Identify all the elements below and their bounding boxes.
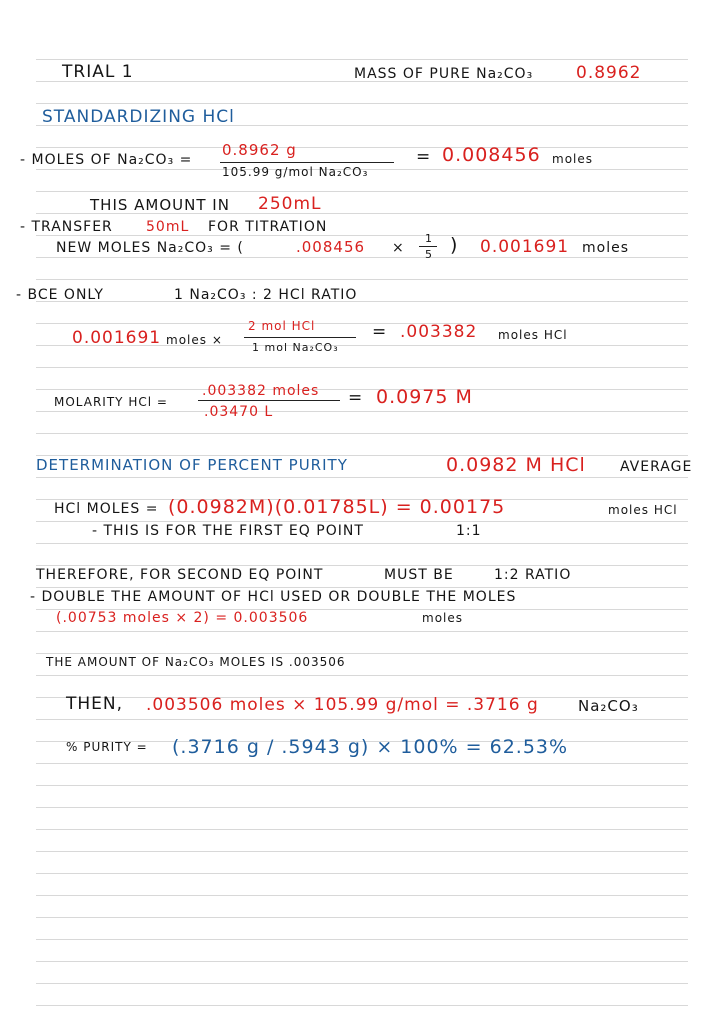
double-text: - DOUBLE THE AMOUNT OF HCl USED OR DOUBLE THE MOLES — [30, 589, 517, 605]
molarity-numerator: .003382 moles — [202, 383, 320, 399]
purity-heading: DETERMINATION OF PERCENT PURITY — [36, 456, 348, 474]
moles-fraction-bar — [220, 162, 394, 163]
conversion-result: .003382 — [400, 322, 478, 342]
moles-unit: moles — [552, 152, 593, 166]
standardizing-heading: STANDARDIZING HCl — [42, 107, 235, 127]
bce-ratio: 1 Na₂CO₃ : 2 HCl RATIO — [174, 287, 358, 303]
moles-numerator: 0.8962 g — [222, 141, 297, 159]
moles-equals: = — [416, 147, 432, 167]
average-value: 0.0982 M HCl — [446, 454, 586, 476]
new-moles-frac-num: 1 — [425, 232, 433, 245]
mass-label: MASS OF PURE Na₂CO₃ — [354, 66, 534, 82]
amount-na2co3: THE AMOUNT OF Na₂CO₃ MOLES IS .003506 — [46, 655, 346, 669]
hcl-moles-expression: (0.0982M)(0.01785L) = 0.00175 — [168, 496, 506, 518]
conversion-start-unit: moles × — [166, 333, 223, 347]
hcl-moles-label: HCl MOLES = — [54, 501, 159, 517]
moles-label: - MOLES OF Na₂CO₃ = — [20, 152, 193, 168]
moles-result: 0.008456 — [442, 144, 541, 166]
ratio-1-2: 1:2 RATIO — [494, 567, 572, 583]
purity-label: % PURITY = — [66, 740, 148, 754]
mass-value: 0.8962 — [576, 63, 642, 83]
new-moles-frac-den: 5 — [425, 248, 433, 261]
new-moles-result: 0.001691 — [480, 237, 570, 257]
conversion-numerator: 2 mol HCl — [248, 319, 316, 333]
must-be: MUST BE — [384, 567, 454, 583]
new-moles-times: × — [392, 240, 405, 256]
purity-expression: (.3716 g / .5943 g) × 100% = 62.53% — [172, 736, 569, 758]
double-unit: moles — [422, 611, 463, 625]
then-label: THEN, — [66, 694, 124, 714]
transfer-value: 50mL — [146, 219, 190, 235]
first-eq-ratio: 1:1 — [456, 523, 482, 539]
first-eq-text: - THIS IS FOR THE FIRST EQ POINT — [92, 523, 364, 539]
molarity-result: 0.0975 M — [376, 386, 473, 408]
average-label: AVERAGE — [620, 459, 693, 475]
conversion-start: 0.001691 — [72, 328, 162, 348]
molarity-label: MOLARITY HCl = — [54, 395, 168, 409]
trial-label: TRIAL 1 — [62, 62, 134, 82]
molarity-denominator: .03470 L — [204, 404, 274, 420]
right-margin — [688, 0, 724, 1024]
molarity-fraction-bar — [198, 400, 340, 401]
conversion-fraction-bar — [244, 337, 356, 338]
new-moles-frac-bar — [419, 246, 437, 247]
transfer-suffix: FOR TITRATION — [208, 219, 328, 235]
moles-denominator: 105.99 g/mol Na₂CO₃ — [222, 165, 369, 179]
therefore-text: THEREFORE, FOR SECOND EQ POINT — [36, 567, 324, 583]
conversion-equals: = — [372, 322, 388, 342]
bce-label: - BCE ONLY — [16, 287, 104, 303]
new-moles-label: NEW MOLES Na₂CO₃ = ( — [56, 240, 244, 256]
transfer-prefix: - TRANSFER — [20, 219, 113, 235]
double-expression: (.00753 moles × 2) = 0.003506 — [56, 610, 309, 626]
then-unit: Na₂CO₃ — [578, 697, 639, 715]
conversion-denominator: 1 mol Na₂CO₃ — [252, 341, 339, 354]
hcl-moles-unit: moles HCl — [608, 503, 678, 517]
conversion-result-unit: moles HCl — [498, 328, 568, 342]
new-moles-value: .008456 — [296, 238, 366, 256]
new-moles-close: ) — [450, 234, 459, 256]
new-moles-unit: moles — [582, 240, 629, 256]
then-expression: .003506 moles × 105.99 g/mol = .3716 g — [146, 695, 539, 715]
amount-value: 250mL — [258, 194, 322, 214]
molarity-equals: = — [348, 388, 364, 408]
amount-text: THIS AMOUNT IN — [90, 196, 230, 214]
